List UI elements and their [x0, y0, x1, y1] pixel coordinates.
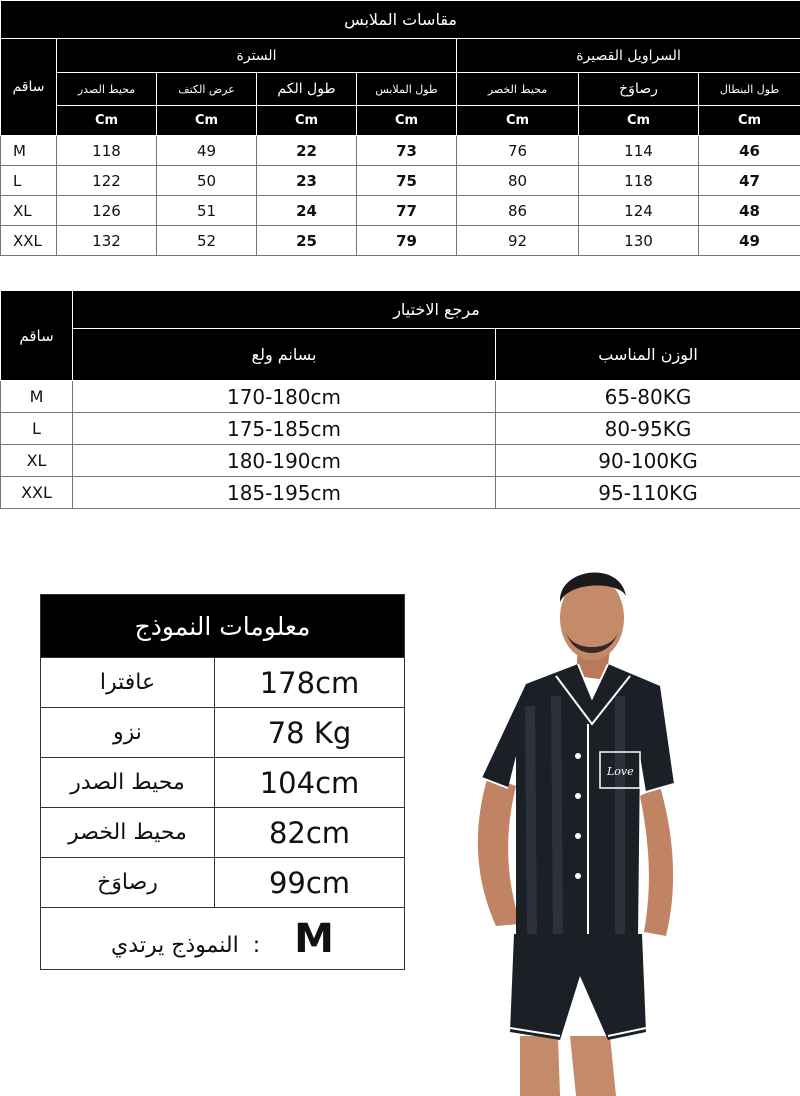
table-cell: 132	[57, 226, 157, 256]
unit-label: Cm	[579, 106, 699, 136]
table-row	[41, 708, 405, 758]
table-cell: 51	[157, 196, 257, 226]
column-header: محيط الصدر	[57, 73, 157, 106]
size-cell: XL	[1, 445, 73, 477]
size-cell: XXL	[1, 226, 57, 256]
table-cell: 49	[699, 226, 800, 256]
size-chart-table	[0, 0, 800, 256]
table-row	[1, 196, 800, 226]
size-cell: L	[1, 413, 73, 445]
table-cell: 22	[257, 136, 357, 166]
model-value: 99cm	[215, 858, 405, 908]
model-size-row	[41, 908, 405, 970]
size-cell: M	[1, 136, 57, 166]
model-photo	[460, 556, 800, 1096]
column-header: رصاوَخ	[579, 73, 699, 106]
table-row	[41, 658, 405, 708]
table-row	[1, 226, 800, 256]
model-size-label: النموذج يرتدي	[111, 932, 239, 958]
reference-title: مرجع الاختيار	[73, 291, 800, 329]
size-cell: XXL	[1, 477, 73, 509]
model-label: نزو	[41, 708, 215, 758]
table-cell: 50	[157, 166, 257, 196]
size-chart-title: مقاسات الملابس	[1, 1, 800, 39]
table-row	[1, 477, 800, 509]
column-header: طول البنطال	[699, 73, 800, 106]
table-row	[41, 858, 405, 908]
pocket-script: Love	[607, 765, 634, 778]
unit-label: Cm	[357, 106, 457, 136]
shorts-group-header: السراويل القصيرة	[457, 39, 800, 73]
table-row	[1, 381, 800, 413]
table-row	[41, 758, 405, 808]
weight-cell: 90-100KG	[496, 445, 800, 477]
model-value: 104cm	[215, 758, 405, 808]
unit-label: Cm	[57, 106, 157, 136]
height-cell: 170-180cm	[73, 381, 496, 413]
table-cell: 80	[457, 166, 579, 196]
selection-reference-table	[0, 290, 800, 509]
weight-cell: 65-80KG	[496, 381, 800, 413]
model-label: محيط الخصر	[41, 808, 215, 858]
model-value: 82cm	[215, 808, 405, 858]
table-cell: 76	[457, 136, 579, 166]
table-cell: 124	[579, 196, 699, 226]
table-cell: 52	[157, 226, 257, 256]
weight-cell: 95-110KG	[496, 477, 800, 509]
height-cell: 175-185cm	[73, 413, 496, 445]
table-cell: 130	[579, 226, 699, 256]
table-cell: 114	[579, 136, 699, 166]
table-cell: 77	[357, 196, 457, 226]
size-cell: M	[1, 381, 73, 413]
table-cell: 25	[257, 226, 357, 256]
model-label: محيط الصدر	[41, 758, 215, 808]
table-cell: 23	[257, 166, 357, 196]
table-cell: 46	[699, 136, 800, 166]
table-row	[1, 136, 800, 166]
unit-label: Cm	[457, 106, 579, 136]
table-row	[41, 808, 405, 858]
table-cell: 122	[57, 166, 157, 196]
height-cell: 185-195cm	[73, 477, 496, 509]
table-cell: 73	[357, 136, 457, 166]
size-cell: L	[1, 166, 57, 196]
table-cell: 118	[579, 166, 699, 196]
column-header: عرض الكتف	[157, 73, 257, 106]
model-label: رصاوَخ	[41, 858, 215, 908]
unit-label: Cm	[257, 106, 357, 136]
colon: :	[252, 932, 261, 958]
weight-cell: 80-95KG	[496, 413, 800, 445]
table-cell: 49	[157, 136, 257, 166]
table-cell: 126	[57, 196, 157, 226]
table-cell: 79	[357, 226, 457, 256]
column-header: طول الملابس	[357, 73, 457, 106]
table-row	[1, 413, 800, 445]
table-cell: 48	[699, 196, 800, 226]
table-cell: 47	[699, 166, 800, 196]
table-cell: 118	[57, 136, 157, 166]
unit-label: Cm	[157, 106, 257, 136]
column-header: محيط الخصر	[457, 73, 579, 106]
column-header: طول الكم	[257, 73, 357, 106]
table-cell: 86	[457, 196, 579, 226]
model-label: عافترا	[41, 658, 215, 708]
height-header: بسانم ولع	[73, 329, 496, 381]
height-cell: 180-190cm	[73, 445, 496, 477]
model-size-value: M	[294, 915, 334, 962]
jacket-group-header: السترة	[57, 39, 457, 73]
unit-label: Cm	[699, 106, 800, 136]
table-cell: 92	[457, 226, 579, 256]
table-cell: 75	[357, 166, 457, 196]
model-info-title: معلومات النموذج	[41, 595, 405, 658]
table-cell: 24	[257, 196, 357, 226]
size-cell: XL	[1, 196, 57, 226]
table-row	[1, 166, 800, 196]
model-info-table	[40, 594, 405, 970]
model-value: 178cm	[215, 658, 405, 708]
model-value: 78 Kg	[215, 708, 405, 758]
size-column-header: ساقم	[1, 39, 57, 136]
table-row	[1, 445, 800, 477]
weight-header: الوزن المناسب	[496, 329, 800, 381]
size-column-header: ساقم	[1, 291, 73, 381]
